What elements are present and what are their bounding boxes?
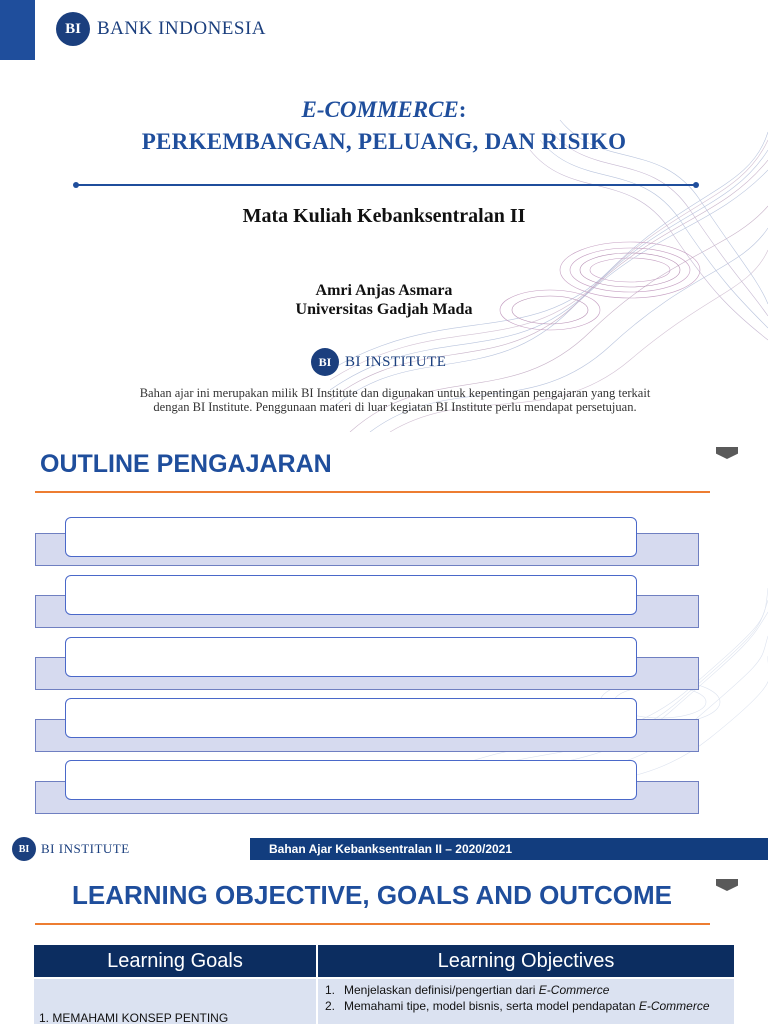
bank-indonesia-logo	[56, 12, 266, 46]
author-name: Amri Anjas Asmara	[315, 282, 453, 299]
guilloche-pattern-decoration	[330, 110, 768, 432]
table-header-row	[34, 945, 734, 978]
title-slide	[0, 0, 768, 432]
title-line-2: PERKEMBANGAN, PELUANG, DAN RISIKO	[141, 129, 627, 154]
course-subtitle: Mata Kuliah Kebanksentralan II	[242, 205, 526, 227]
outline-item[interactable]	[65, 517, 637, 557]
goal-cell: 1. MEMAHAMI KONSEP PENTING	[34, 978, 317, 1024]
objective-text: Menjelaskan definisi/pengertian dari E-Commerce	[344, 983, 610, 997]
disclaimer-line-2: dengan BI Institute. Penggunaan materi di luar kegiatan BI Institute perlu mendapat persetujuan.	[153, 400, 637, 414]
list-number: 1.	[325, 983, 336, 997]
outline-item[interactable]	[65, 760, 637, 800]
slide-nav-tab-icon[interactable]	[716, 879, 738, 891]
outline-item[interactable]	[65, 698, 637, 738]
objective-text: Memahami tipe, model bisnis, serta model pendapatan E-Commerce	[344, 999, 710, 1013]
column-header-objectives: Learning Objectives	[317, 945, 734, 978]
list-item	[325, 983, 733, 997]
learning-objective-slide	[0, 864, 768, 1024]
disclaimer	[40, 386, 750, 414]
corner-accent-bar	[0, 0, 35, 60]
title-emphasis: E-COMMERCE	[301, 97, 459, 122]
slide-heading: LEARNING OBJECTIVE, GOALS AND OUTCOME	[72, 880, 672, 910]
bank-name: BANK INDONESIA	[97, 18, 267, 39]
footer-bar: Bahan Ajar Kebanksentralan II – 2020/2021	[250, 838, 768, 860]
title-line-1	[0, 97, 768, 123]
author-affiliation: Universitas Gadjah Mada	[295, 301, 473, 318]
slide-nav-tab-icon[interactable]	[716, 447, 738, 459]
institute-name: BI INSTITUTE	[345, 353, 447, 370]
footer-institute-name: BI INSTITUTE	[41, 841, 130, 856]
title-divider	[76, 184, 696, 186]
bi-institute-logo	[311, 348, 446, 376]
heading-underline	[35, 491, 710, 493]
outline-item[interactable]	[65, 575, 637, 615]
disclaimer-line-1: Bahan ajar ini merupakan milik BI Institute dan digunakan untuk kepentingan pengajaran yang terkait	[139, 386, 651, 400]
slide-heading: OUTLINE PENGAJARAN	[40, 450, 332, 478]
list-item	[325, 999, 733, 1013]
objectives-list	[319, 980, 733, 1013]
learning-table	[34, 945, 734, 1024]
bi-monogram-icon: BI	[12, 837, 36, 861]
title-colon: :	[458, 97, 467, 122]
outline-item[interactable]	[65, 637, 637, 677]
bi-monogram-icon: BI	[56, 12, 90, 46]
objectives-cell	[317, 978, 734, 1024]
footer-bi-institute-logo	[12, 837, 130, 861]
list-number: 2.	[325, 999, 336, 1013]
table-row	[34, 978, 734, 1024]
heading-underline	[35, 923, 710, 925]
bi-monogram-icon: BI	[311, 348, 339, 376]
outline-slide	[0, 432, 768, 864]
column-header-goals: Learning Goals	[34, 945, 317, 978]
